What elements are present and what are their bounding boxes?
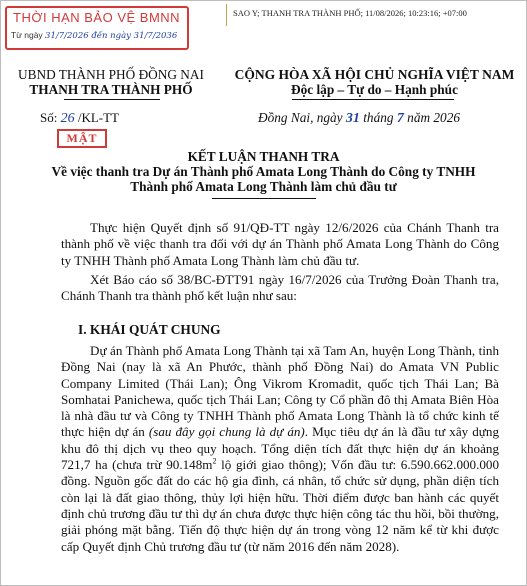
national-title: CỘNG HÒA XÃ HỘI CHỦ NGHĨA VIỆT NAM bbox=[234, 67, 515, 82]
paragraph-overview: Dự án Thành phố Amata Long Thành tại xã Tam An, huyện Long Thành, tỉnh Đồng Nai (nay là xã An Phước, thành phố Đồng Nai) do Amata VN Public Company Limited (Thái Lan); Ông Vikrom Kromadit, quốc tịch Thái Lan; Bà Somhatai Panichewa, quốc tịch Thái Lan; Công ty Cổ phần đô thị Amata Biên Hòa là nhà đầu tư và Công ty TNHH Thành phố Amata Long Thành là tổ chức kinh tế thực hiện dự án (sau đây gọi chung là dự án). Mục tiêu dự án là đầu tư xây dựng khu đô thị dịch vụ theo quy hoạch. Tổng diện tích đất thực hiện dự án khoảng 721,7 ha (chưa trừ $90.148m^2$ lộ giới giao thông); Vốn đầu tư: 6.590.662.000.000 đồng. Nguồn gốc đất do các hộ gia đình, cá nhân, tổ chức sử dụng, phần diện tích còn lại là đất giao thông, thủy lợi hiện hữu. Thời điểm được ban hành các quyết định chủ trương đầu tư thì dự án chưa được thực hiện công tác thu hồi, bồi thường, giải phóng mặt bằng. Tiến độ thực hiện dự án trong vòng 12 năm kể từ khi được cấp Quyết định Chủ trương đầu tư (từ năm 2016 đến năm 2028). bbox=[61, 343, 500, 554]
document-number: Số: 26 /KL-TT bbox=[40, 110, 119, 126]
handwritten-number: 26 bbox=[60, 111, 75, 126]
agency-underline bbox=[64, 99, 160, 100]
stamp-title: THỜI HẠN BẢO VỆ BMNN bbox=[13, 10, 181, 25]
document-subject-line2: Thành phố Amata Long Thành làm chủ đầu tư bbox=[130, 179, 397, 194]
agency-name: THANH TRA THÀNH PHỐ bbox=[29, 82, 193, 97]
document-title: KẾT LUẬN THANH TRA bbox=[187, 149, 340, 164]
signature-divider bbox=[226, 4, 227, 26]
agency-parent: UBND THÀNH PHỐ ĐỒNG NAI bbox=[18, 67, 204, 82]
digital-signature-line: SAO Y; THANH TRA THÀNH PHỐ; 11/08/2026; 10:23:16; +07:00 bbox=[233, 8, 467, 18]
stamp-handwritten-dates: 31/7/2026 đến ngày 31/7/2036 bbox=[45, 31, 178, 41]
document-date: Đồng Nai, ngày 31 tháng 7 năm 2026 bbox=[258, 110, 460, 126]
stamp-detail: Từ ngày 31/7/2026 đến ngày 31/7/2036 bbox=[11, 30, 178, 41]
document-subject-line1: Về việc thanh tra Dự án Thành phố Amata Long Thành do Công ty TNHH bbox=[51, 164, 476, 179]
protection-period-stamp bbox=[5, 6, 189, 50]
section-heading-1: I. KHÁI QUÁT CHUNG bbox=[78, 322, 221, 337]
handwritten-day: 31 bbox=[345, 111, 360, 126]
motto-underline bbox=[292, 99, 454, 100]
paragraph-report: Xét Báo cáo số 38/BC-ĐTT91 ngày 16/7/2026 của Trưởng Đoàn Thanh tra, Chánh Thanh tra thành phố kết luận như sau: bbox=[61, 272, 499, 304]
paragraph-decision: Thực hiện Quyết định số 91/QĐ-TT ngày 12/6/2026 của Chánh Thanh tra thành phố về việc thanh tra đối với dự án Thành phố Amata Long Thành do Công ty TNHH Thành phố Amata Long Thành làm chủ đầu tư. bbox=[61, 220, 499, 268]
secret-stamp: MẬT bbox=[57, 129, 107, 148]
handwritten-month: 7 bbox=[396, 111, 404, 126]
title-underline bbox=[212, 198, 316, 199]
national-motto: Độc lập – Tự do – Hạnh phúc bbox=[291, 82, 458, 97]
